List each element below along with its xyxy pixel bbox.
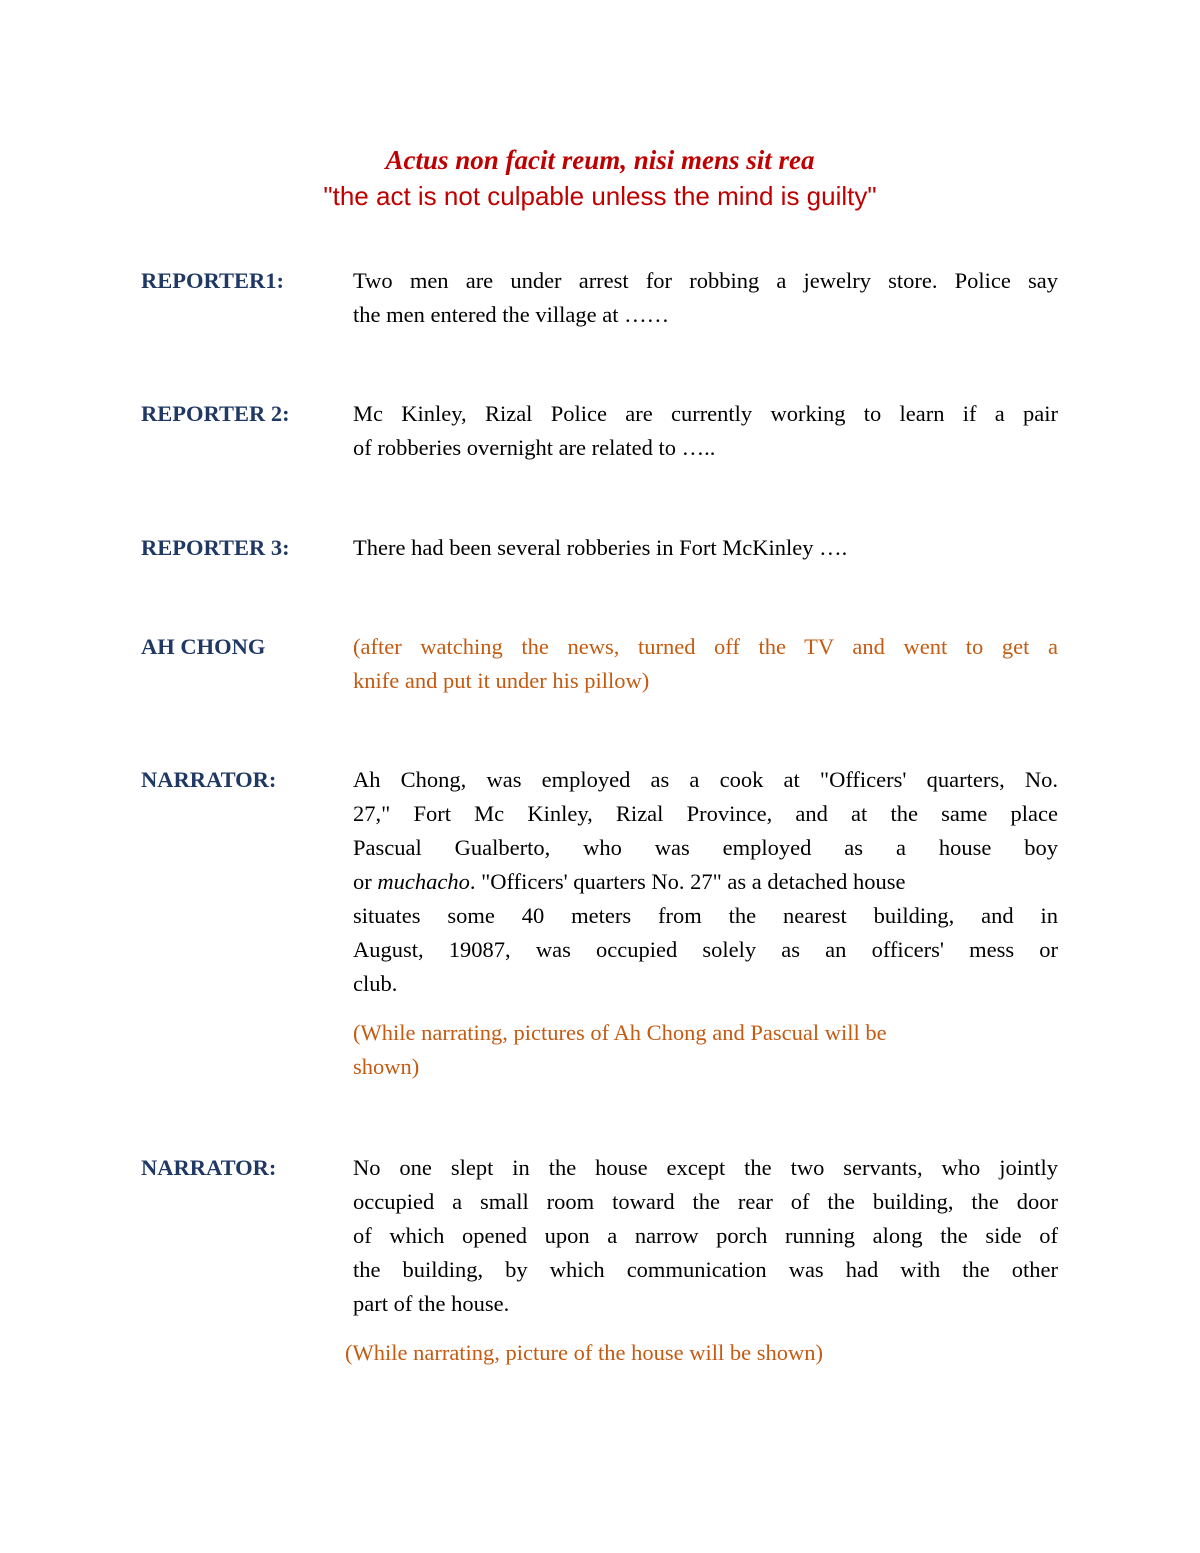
speaker-label: AH CHONG	[141, 634, 266, 659]
dialogue-line: the building, by which communication was had with the other	[353, 1257, 1058, 1282]
dialogue-line: There had been several robberies in Fort McKinley ….	[353, 535, 848, 560]
dialogue-line: of which opened upon a narrow porch running along the side of	[353, 1223, 1058, 1248]
dialogue-fragment: or	[353, 869, 372, 894]
dialogue-line: Ah Chong, was employed as a cook at "Officers' quarters, No.	[353, 767, 1058, 792]
speaker-label: NARRATOR:	[141, 767, 277, 792]
page-heading-translation: "the act is not culpable unless the mind is guilty"	[323, 181, 877, 211]
dialogue-fragment: . "Officers' quarters No. 27" as a detached house	[469, 869, 906, 894]
dialogue-line: Two men are under arrest for robbing a jewelry store. Police say	[353, 268, 1058, 293]
speaker-label: REPORTER 2:	[141, 401, 290, 426]
dialogue-line: August, 19087, was occupied solely as an officers' mess or	[353, 937, 1058, 962]
page-heading-title: Actus non facit reum, nisi mens sit rea	[385, 145, 815, 175]
stage-direction-line: (after watching the news, turned off the TV and went to get a	[353, 634, 1058, 659]
speaker-label: NARRATOR:	[141, 1155, 277, 1180]
dialogue-line: 27," Fort Mc Kinley, Rizal Province, and at the same place	[353, 801, 1058, 826]
stage-direction-line: shown)	[353, 1054, 420, 1079]
stage-direction-line: knife and put it under his pillow)	[353, 668, 650, 693]
script-entry-narrator-1	[0, 763, 1200, 1093]
final-stage-direction: (While narrating, picture of the house will be shown)	[345, 1340, 823, 1365]
script-entry-reporter2	[0, 397, 1200, 467]
dialogue-line: Mc Kinley, Rizal Police are currently working to learn if a pair	[353, 401, 1058, 426]
script-entry-reporter1	[0, 264, 1200, 334]
speaker-label: REPORTER1:	[141, 268, 284, 293]
dialogue-line: club.	[353, 971, 398, 996]
script-entry-ah-chong	[0, 630, 1200, 700]
dialogue-line: occupied a small room toward the rear of the building, the door	[353, 1189, 1058, 1214]
script-entry-reporter3	[0, 531, 1200, 567]
dialogue-line: part of the house.	[353, 1291, 510, 1316]
dialogue-line	[353, 865, 1058, 899]
script-entry-narrator-2	[0, 1151, 1200, 1323]
dialogue-line: the men entered the village at ……	[353, 302, 670, 327]
dialogue-line: of robberies overnight are related to …..	[353, 435, 716, 460]
speaker-label: REPORTER 3:	[141, 535, 290, 560]
stage-direction-line: (While narrating, pictures of Ah Chong and Pascual will be	[353, 1020, 887, 1045]
dialogue-line: situates some 40 meters from the nearest building, and in	[353, 903, 1058, 928]
italic-term: muchacho	[377, 869, 470, 894]
dialogue-line: No one slept in the house except the two servants, who jointly	[353, 1155, 1058, 1180]
dialogue-line: Pascual Gualberto, who was employed as a house boy	[353, 835, 1058, 860]
